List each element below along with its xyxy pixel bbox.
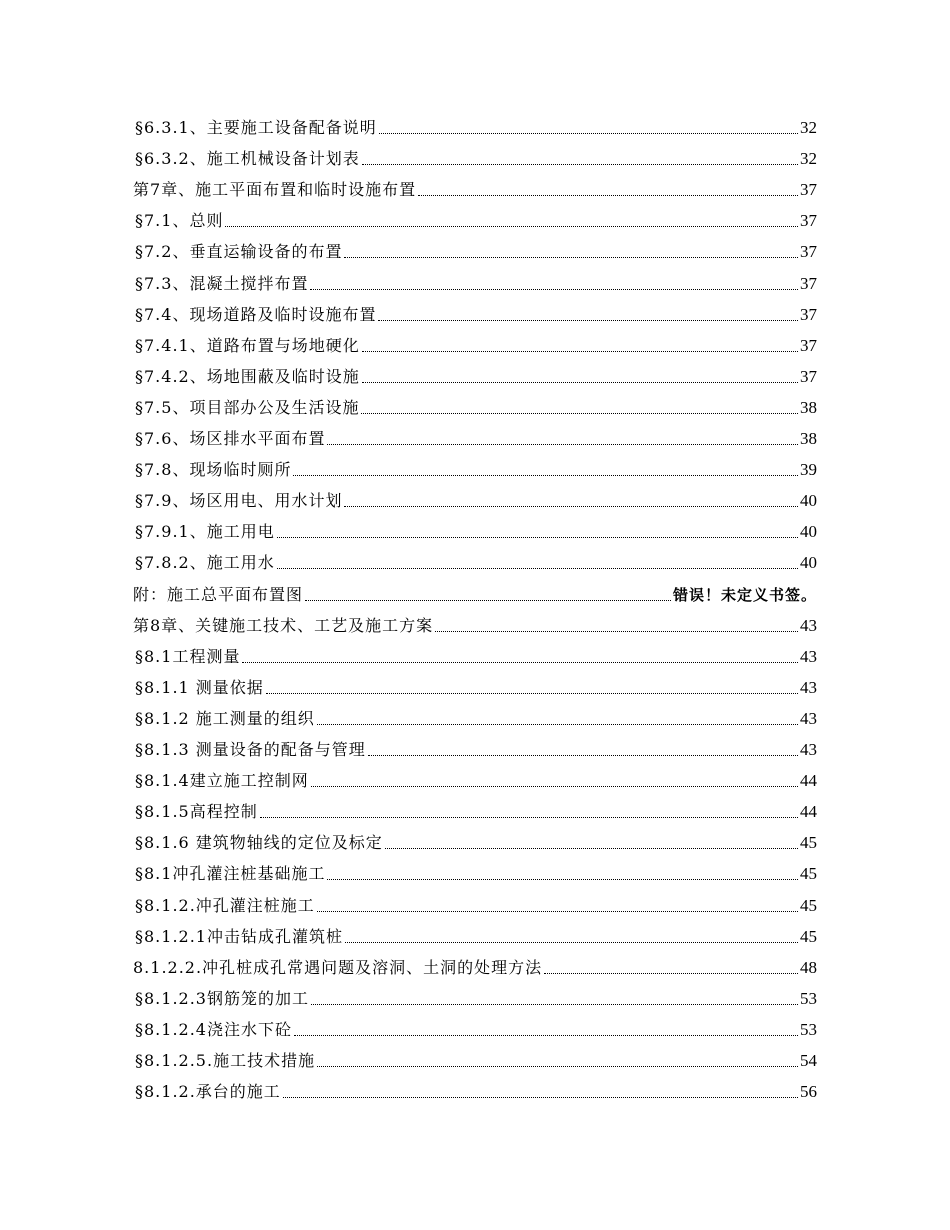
toc-entry[interactable]	[135, 709, 817, 729]
toc-leader-dots	[544, 972, 798, 974]
toc-entry-page: 45	[800, 833, 817, 853]
toc-leader-dots	[260, 816, 798, 818]
toc-entry-title: §7.5、项目部办公及生活设施	[135, 397, 360, 417]
toc-entry-page: 37	[800, 273, 817, 293]
toc-entry-title: 附：施工总平面布置图	[133, 584, 304, 604]
toc-entry-page: 37	[800, 211, 817, 231]
toc-leader-dots	[266, 692, 798, 694]
toc-entry[interactable]	[135, 802, 817, 822]
toc-entry-page: 38	[800, 397, 817, 417]
toc-entry-title: 第7章、施工平面布置和临时设施布置	[133, 180, 417, 200]
toc-leader-dots	[283, 1096, 798, 1098]
toc-entry-page: 37	[800, 180, 817, 200]
toc-entry-title: §7.9.1、施工用电	[135, 522, 275, 542]
toc-entry-page: 错误！未定义书签。	[672, 585, 817, 604]
toc-leader-dots	[362, 381, 798, 383]
toc-entry[interactable]	[135, 989, 817, 1009]
toc-entry-title: §8.1.4建立施工控制网	[135, 771, 309, 791]
toc-entry[interactable]	[135, 771, 817, 791]
toc-entry-page: 45	[800, 926, 817, 946]
toc-entry[interactable]	[135, 274, 817, 294]
toc-entry[interactable]	[135, 1082, 817, 1102]
toc-entry[interactable]	[135, 522, 817, 542]
toc-leader-dots	[361, 412, 798, 414]
toc-entry-page: 37	[800, 366, 817, 386]
toc-entry[interactable]	[135, 896, 817, 916]
toc-leader-dots	[362, 350, 798, 352]
toc-entry-page: 40	[800, 522, 817, 542]
toc-entry-title: §6.3.1、主要施工设备配备说明	[135, 118, 377, 137]
toc-leader-dots	[327, 443, 798, 445]
toc-entry-title: §6.3.2、施工机械设备计划表	[135, 149, 360, 169]
toc-entry[interactable]	[135, 647, 817, 667]
toc-leader-dots	[225, 225, 798, 227]
toc-entry[interactable]	[135, 211, 817, 231]
toc-entry-page: 45	[800, 895, 817, 915]
toc-entry-title: §8.1.2.冲孔灌注桩施工	[135, 895, 315, 915]
toc-leader-dots	[311, 785, 798, 787]
toc-entry-title: §7.3、混凝土搅拌布置	[135, 273, 309, 293]
toc-entry-title: §8.1.2.承台的施工	[135, 1082, 281, 1102]
toc-entry-page: 43	[800, 740, 817, 759]
toc-leader-dots	[293, 474, 798, 476]
toc-entry-title: §7.2、垂直运输设备的布置	[135, 242, 343, 262]
toc-entry-page: 37	[800, 304, 817, 324]
toc-leader-dots	[305, 599, 671, 601]
toc-entry[interactable]	[135, 1020, 817, 1040]
toc-entry[interactable]	[135, 740, 817, 760]
toc-entry-title: §7.1、总则	[135, 211, 224, 231]
toc-entry-title: §7.8、现场临时厕所	[135, 460, 292, 480]
toc-entry-page: 37	[800, 335, 817, 355]
toc-entry[interactable]	[133, 585, 817, 605]
toc-entry[interactable]	[133, 180, 817, 200]
toc-entry-page: 45	[800, 864, 817, 884]
toc-leader-dots	[344, 256, 798, 258]
toc-entry-page: 54	[800, 1051, 817, 1070]
toc-leader-dots	[379, 132, 798, 134]
toc-entry-title: §7.9、场区用电、用水计划	[135, 491, 343, 511]
toc-entry-title: 8.1.2.2.冲孔桩成孔常遇问题及溶洞、土洞的处理方法	[133, 957, 543, 977]
toc-entry-title: §8.1.2.4浇注水下砼	[135, 1019, 292, 1039]
toc-leader-dots	[242, 661, 798, 663]
toc-entry-title: §8.1冲孔灌注桩基础施工	[135, 864, 326, 884]
toc-entry[interactable]	[135, 678, 817, 698]
toc-entry-page: 56	[800, 1082, 817, 1102]
toc-entry[interactable]	[135, 367, 817, 387]
toc-entry-page: 43	[800, 677, 817, 697]
toc-entry-page: 53	[800, 988, 817, 1008]
toc-entry-page: 39	[800, 460, 817, 480]
toc-entry-title: §8.1.2.5.施工技术措施	[135, 1051, 316, 1070]
toc-entry[interactable]	[135, 398, 817, 418]
toc-entry-title: §8.1.2 施工测量的组织	[135, 708, 315, 728]
toc-entry-title: §7.6、场区排水平面布置	[135, 429, 326, 448]
toc-entry-title: §8.1.6 建筑物轴线的定位及标定	[135, 833, 383, 853]
toc-leader-dots	[317, 910, 798, 912]
toc-entry[interactable]	[135, 833, 817, 853]
toc-entry-page: 32	[800, 118, 817, 137]
toc-leader-dots	[385, 847, 798, 849]
toc-leader-dots	[435, 630, 798, 632]
toc-entry-title: §8.1.5高程控制	[135, 802, 258, 822]
toc-entry[interactable]	[135, 927, 817, 947]
toc-entry-page: 43	[800, 708, 817, 728]
toc-entry-page: 44	[800, 771, 817, 791]
toc-entry-title: §7.4.1、道路布置与场地硬化	[135, 335, 360, 355]
toc-entry-title: 第8章、关键施工技术、工艺及施工方案	[133, 615, 434, 635]
toc-leader-dots	[345, 941, 798, 943]
toc-entry[interactable]	[135, 1051, 817, 1071]
toc-entry-title: §7.4.2、场地围蔽及临时设施	[135, 366, 360, 386]
toc-leader-dots	[277, 567, 798, 569]
toc-entry[interactable]	[135, 491, 817, 511]
toc-leader-dots	[368, 754, 798, 756]
toc-entry[interactable]	[133, 958, 817, 978]
toc-entry-title: §8.1.2.1冲击钻成孔灌筑桩	[135, 926, 343, 946]
toc-entry-title: §7.4、现场道路及临时设施布置	[135, 304, 377, 324]
toc-entry-title: §8.1.1 测量依据	[135, 677, 264, 697]
toc-entry-page: 32	[800, 149, 817, 169]
toc-entry[interactable]	[135, 460, 817, 480]
toc-leader-dots	[418, 194, 798, 196]
toc-entry-page: 53	[800, 1019, 817, 1039]
toc-entry-title: §8.1.2.3钢筋笼的加工	[135, 988, 309, 1008]
toc-leader-dots	[317, 723, 798, 725]
toc-entry[interactable]	[135, 553, 817, 573]
toc-entry-page: 40	[800, 553, 817, 573]
toc-entry-title: §7.8.2、施工用水	[135, 553, 275, 573]
toc-entry-page: 43	[800, 646, 817, 666]
toc-entry[interactable]	[135, 118, 817, 138]
toc-entry-title: §8.1.3 测量设备的配备与管理	[135, 740, 366, 759]
toc-leader-dots	[311, 1003, 798, 1005]
toc-entry[interactable]	[135, 149, 817, 169]
toc-entry[interactable]	[135, 864, 817, 884]
toc-entry[interactable]	[135, 336, 817, 356]
toc-entry[interactable]	[135, 305, 817, 325]
toc-entry[interactable]	[133, 616, 817, 636]
toc-leader-dots	[362, 163, 798, 165]
toc-leader-dots	[294, 1034, 798, 1036]
toc-entry[interactable]	[135, 242, 817, 262]
toc-entry-page: 38	[800, 429, 817, 448]
toc-entry-page: 44	[800, 802, 817, 822]
toc-leader-dots	[317, 1065, 798, 1067]
toc-leader-dots	[378, 319, 798, 321]
toc-entry-page: 37	[800, 242, 817, 262]
toc-entry-page: 43	[800, 615, 817, 635]
toc-entry-title: §8.1工程测量	[135, 646, 241, 666]
toc-leader-dots	[277, 536, 798, 538]
toc-entry-page: 40	[800, 491, 817, 511]
toc-leader-dots	[327, 878, 798, 880]
toc-leader-dots	[344, 505, 798, 507]
toc-entry[interactable]	[135, 429, 817, 449]
toc-entry-page: 48	[800, 957, 817, 977]
toc-leader-dots	[310, 288, 798, 290]
